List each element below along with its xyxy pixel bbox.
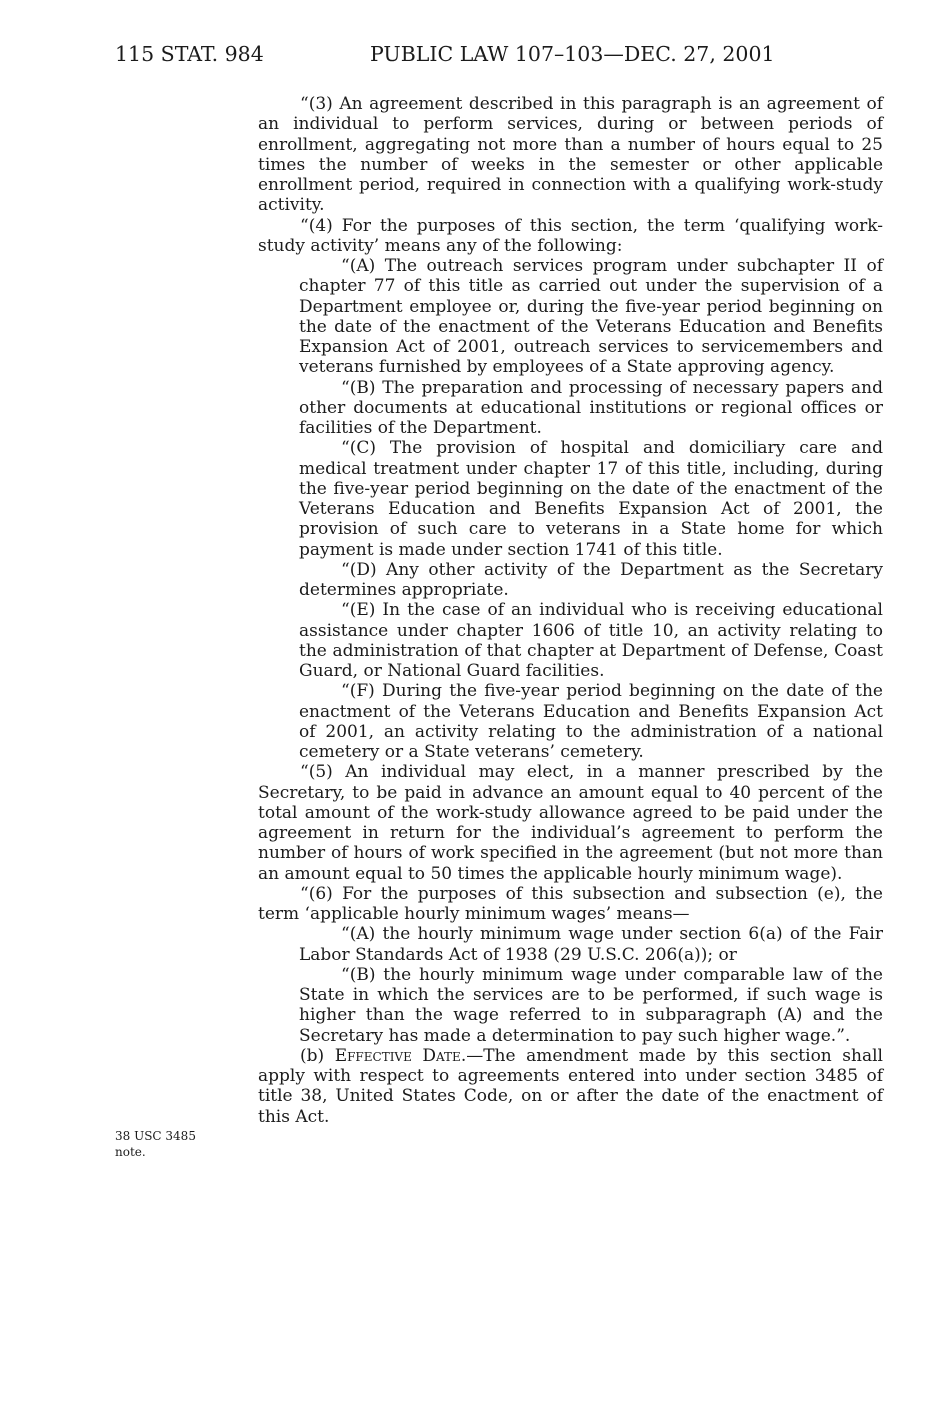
body-text <box>258 94 883 1127</box>
subparagraph-4b: “(B) The preparation and processing of necessary papers and other documents at educational institutions or regional offices or facilities of the Department. <box>299 377 883 438</box>
margin-note-label: note. <box>115 1145 146 1159</box>
paragraph-4: “(4) For the purposes of this section, the term ‘qualifying work-study activity’ means any of the following: <box>258 215 883 256</box>
subparagraph-6a: “(A) the hourly minimum wage under section 6(a) of the Fair Labor Standards Act of 1938 (29 U.S.C. 206(a)); or <box>299 924 883 965</box>
subparagraph-4c: “(C) The provision of hospital and domiciliary care and medical treatment under chapter 17 of this title, including, during the five-year period beginning on the date of the enactment of the Veterans Education and Benefits Expansion Act of 2001, the provision of such care to veterans in a State home for which payment is made under section 1741 of this title. <box>299 438 883 560</box>
subparagraph-6b: “(B) the hourly minimum wage under comparable law of the State in which the services are to be performed, if such wage is higher than the wage referred to in subparagraph (A) and the Secretary has made a determination to pay such higher wage.”. <box>299 964 883 1046</box>
subsection-b-effective-date <box>258 1046 883 1127</box>
margin-note <box>115 1128 225 1160</box>
subparagraph-4e: “(E) In the case of an individual who is receiving educational assistance under chapter 1606 of title 10, an activity relating to the administration of that chapter at Department of Defense, Coast Guard, or National Guard facilities. <box>299 600 883 681</box>
subparagraph-4f: “(F) During the five-year period beginning on the date of the enactment of the Veterans Education and Benefits Expansion Act of 2001, an activity relating to the administration of a national cemetery or a State veterans’ cemetery. <box>299 681 883 762</box>
subsection-b-heading: Effective Date <box>334 1045 461 1066</box>
paragraph-6: “(6) For the purposes of this subsection and subsection (e), the term ‘applicable hourly minimum wages’ means— <box>258 883 883 924</box>
public-law-title: PUBLIC LAW 107–103—DEC. 27, 2001 <box>370 42 775 66</box>
subsection-b-label: (b) <box>300 1045 335 1066</box>
subparagraph-4d: “(D) Any other activity of the Department as the Secretary determines appropriate. <box>299 559 883 600</box>
paragraph-5: “(5) An individual may elect, in a manner prescribed by the Secretary, to be paid in advance an amount equal to 40 percent of the total amount of the work-study allowance agreed to be paid under the agreement in return for the individual’s agreement to perform the number of hours of work specified in the agreement (but not more than an amount equal to 50 times the applicable hourly minimum wage). <box>258 762 883 884</box>
subsection-b-text: .—The amendment made by this section shall apply with respect to agreements entered into under section 3485 of title 38, United States Code, on or after the date of the enactment of this Act. <box>258 1045 883 1127</box>
paragraph-3: “(3) An agreement described in this paragraph is an agreement of an individual to perform services, during or between periods of enrollment, aggregating not more than a number of hours equal to 25 times the number of weeks in the semester or other applicable enrollment period, required in connection with a qualifying work-study activity. <box>258 94 883 216</box>
statute-page-number: 115 STAT. 984 <box>115 42 264 66</box>
subparagraph-4a: “(A) The outreach services program under subchapter II of chapter 77 of this title as carried out under the supervision of a Department employee or, during the five-year period beginning on the date of the enactment of the Veterans Education and Benefits Expansion Act of 2001, outreach services to servicemembers and veterans furnished by employees of a State approving agency. <box>299 256 883 378</box>
margin-note-citation: 38 USC 3485 <box>115 1129 196 1143</box>
